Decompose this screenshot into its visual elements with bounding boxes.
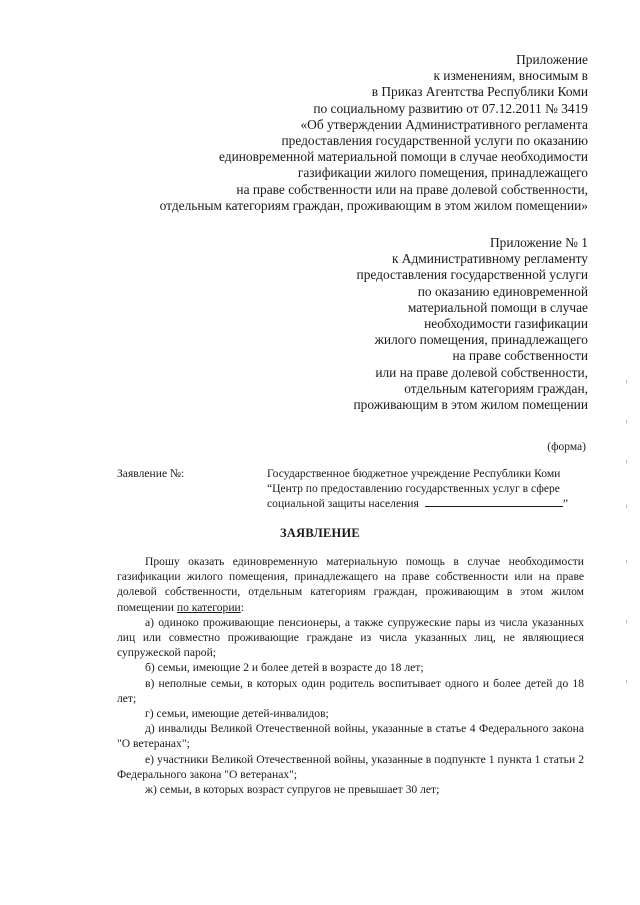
scan-artifact xyxy=(626,680,627,683)
addressee-line-1: Государственное бюджетное учреждение Республики Коми xyxy=(267,467,561,480)
category-item-g: г) семьи, имеющие детей-инвалидов; xyxy=(145,707,329,721)
appendix-top-line: газификации жилого помещения, принадлежащего xyxy=(297,165,588,181)
category-item-v: в) неполные семьи, в которых один родитель воспитывает одного и более детей до 18 лет; xyxy=(117,676,584,705)
appendix-amendments-header xyxy=(160,52,588,214)
closing-quote: ” xyxy=(562,497,569,510)
appendix-top-line: единовременной материальной помощи в случае необходимости xyxy=(219,149,588,165)
appendix-one-header xyxy=(353,235,588,413)
appendix-top-line: на праве собственности или на праве долевой собственности, xyxy=(236,181,588,197)
scan-artifact xyxy=(626,560,627,563)
appendix-one-line: отдельным категориям граждан, xyxy=(404,380,588,396)
addressee-line-3 xyxy=(267,496,597,511)
intro-paragraph xyxy=(117,554,584,615)
appendix-one-line: материальной помощи в случае xyxy=(407,299,588,315)
appendix-top-line: Приложение xyxy=(516,52,588,67)
addressee-block xyxy=(267,466,597,511)
scan-artifact xyxy=(626,620,627,623)
form-label: (форма) xyxy=(547,441,586,453)
document-title: ЗАЯВЛЕНИЕ xyxy=(280,526,360,540)
appendix-top-line: по социальному развитию от 07.12.2011 № 3419 xyxy=(313,100,588,116)
scan-artifact xyxy=(626,505,627,508)
scan-artifact xyxy=(626,380,627,383)
appendix-top-line: «Об утверждении Административного регламента xyxy=(300,116,588,132)
appendix-one-line: жилого помещения, принадлежащего xyxy=(374,332,588,348)
appendix-one-line: необходимости газификации xyxy=(424,316,588,332)
application-body xyxy=(117,554,584,797)
appendix-one-line: к Административному регламенту xyxy=(391,251,588,267)
scan-artifact xyxy=(626,420,627,423)
appendix-top-line: в Приказ Агентства Республики Коми xyxy=(371,84,588,100)
category-item-d: д) инвалиды Великой Отечественной войны, указанные в статье 4 Федерального закона "О ветеранах"; xyxy=(117,722,584,751)
department-blank-field[interactable] xyxy=(425,496,563,507)
addressee-line-2: “Центр по предоставлению государственных услуг в сфере xyxy=(267,482,560,495)
application-number-label: Заявление №: xyxy=(117,467,185,480)
appendix-one-line: или на праве долевой собственности, xyxy=(375,364,588,380)
scan-artifact xyxy=(626,460,627,463)
intro-text: Прошу оказать единовременную материальную помощь в случае необходимости газификации жилого помещения, принадлежащего на праве собственности или на праве долевой собственности, отдельным категориям граждан, проживающим в этом жилом помещении xyxy=(117,555,584,614)
category-item-zh: ж) семьи, в которых возраст супругов не превышает 30 лет; xyxy=(145,783,440,797)
appendix-one-line: по оказанию единовременной xyxy=(417,283,588,299)
appendix-one-line: предоставления государственной услуги xyxy=(356,267,588,283)
category-item-e: е) участники Великой Отечественной войны, указанные в подпункте 1 пункта 1 статьи 2 Федерального закона "О ветеранах"; xyxy=(117,752,584,781)
addressee-line-3-text: социальной защиты населения xyxy=(267,497,419,510)
appendix-top-line: предоставления государственной услуги по оказанию xyxy=(281,133,588,149)
appendix-top-line: отдельным категориям граждан, проживающим в этом жилом помещении» xyxy=(159,197,588,213)
category-item-b: б) семьи, имеющие 2 и более детей в возрасте до 18 лет; xyxy=(145,661,424,675)
appendix-one-line: проживающим в этом жилом помещении xyxy=(353,397,588,413)
category-item-a: а) одиноко проживающие пенсионеры, а также супружеские пары из числа указанных лиц или совместно проживающие граждане из числа указанных лиц, не являющиеся супружеской парой; xyxy=(117,615,584,660)
appendix-one-line: Приложение № 1 xyxy=(489,235,588,250)
appendix-one-line: на праве собственности xyxy=(452,348,588,364)
category-underlined: по категории xyxy=(176,600,241,614)
intro-end: : xyxy=(240,600,244,614)
appendix-top-line: к изменениям, вносимым в xyxy=(433,68,588,84)
